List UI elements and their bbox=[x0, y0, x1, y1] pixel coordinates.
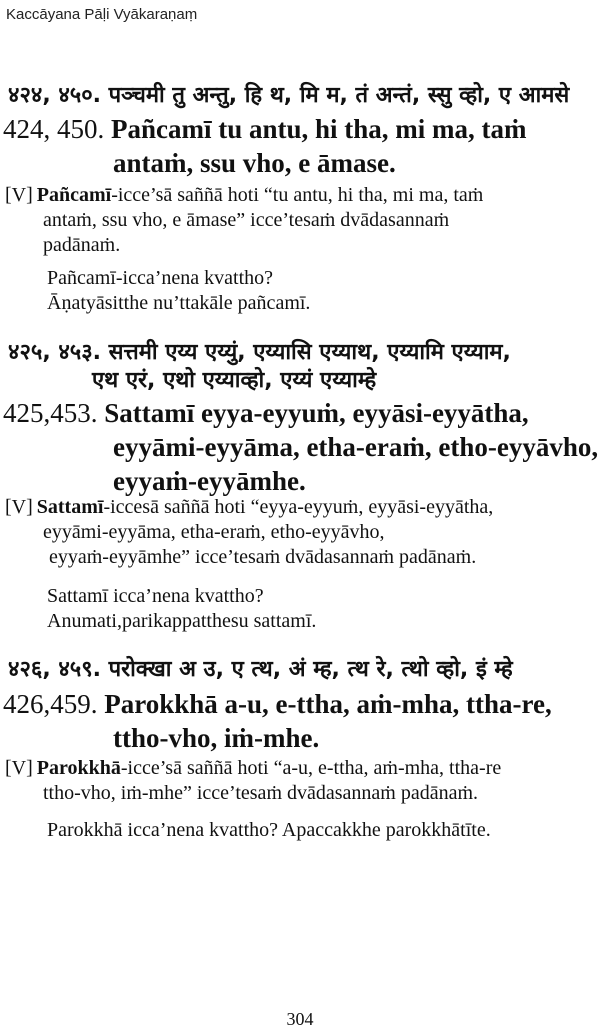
sutta-425-devanagari bbox=[0, 339, 600, 395]
page-number: 304 bbox=[286, 1009, 314, 1029]
commentary-line: -icce’sā saññā hoti “a-u, e-ttha, aṁ-mha, ttha-re bbox=[120, 757, 502, 779]
commentary-line: eyyaṁ-eyyāmhe” icce’tesaṁ dvādasannaṁ padānaṁ. bbox=[49, 546, 477, 568]
sutta-heading-line: Pañcamī tu antu, hi tha, mi ma, taṁ bbox=[111, 114, 527, 144]
sutta-426-commentary bbox=[0, 756, 600, 806]
vutti-tag: [V] bbox=[5, 184, 33, 206]
commentary-line: padānaṁ. bbox=[43, 234, 121, 256]
question-line: Sattamī icca’nena kvattho? bbox=[47, 585, 264, 607]
sutta-heading-line: eyyāmi-eyyāma, etha-eraṁ, etho-eyyāvho, bbox=[113, 432, 599, 462]
commentary-keyword: Parokkhā bbox=[36, 757, 121, 779]
sutta-heading-line: ttho-vho, iṁ-mhe. bbox=[113, 723, 320, 753]
devanagari-line: ४२६, ४५९. परोक्खा अ उ, ए त्थ, अं म्ह, त्थ रे, त्थो व्हो, इं म्हे bbox=[8, 657, 513, 682]
sutta-425-question bbox=[0, 584, 600, 634]
devanagari-line: एथ एरं, एथो एय्याव्हो, एय्यं एय्याम्हे bbox=[92, 368, 377, 393]
sutta-425-commentary bbox=[0, 495, 600, 570]
sutta-heading-line: Sattamī eyya-eyyuṁ, eyyāsi-eyyātha, bbox=[104, 398, 529, 428]
sutta-number: 426,459. bbox=[3, 689, 98, 719]
commentary-keyword: Sattamī bbox=[36, 496, 104, 518]
sutta-heading-line: Parokkhā a-u, e-ttha, aṁ-mha, ttha-re, bbox=[104, 689, 552, 719]
sutta-424-question bbox=[0, 266, 600, 316]
question-line: Pañcamī-icca’nena kvattho? bbox=[47, 267, 273, 289]
sutta-426-heading bbox=[0, 687, 600, 755]
commentary-line: -iccesā saññā hoti “eyya-eyyuṁ, eyyāsi-eyyātha, bbox=[103, 496, 494, 518]
sutta-424-devanagari bbox=[0, 82, 600, 110]
commentary-line: antaṁ, ssu vho, e āmase” icce’tesaṁ dvādasannaṁ bbox=[43, 209, 450, 231]
sutta-number: 424, 450. bbox=[3, 114, 105, 144]
sutta-424-commentary bbox=[0, 183, 600, 258]
sutta-number: 425,453. bbox=[3, 398, 98, 428]
devanagari-line: ४२४, ४५०. पञ्चमी तु अन्तु, हि थ, मि म, तं अन्तं, स्सु व्हो, ए आमसे bbox=[8, 83, 570, 108]
running-head: Kaccāyana Pāḷi Vyākaraṇaṃ bbox=[6, 6, 198, 23]
commentary-keyword: Pañcamī bbox=[36, 184, 112, 206]
devanagari-line: ४२५, ४५३. सत्तमी एय्य एय्युं, एय्यासि एय्याथ, एय्यामि एय्याम, bbox=[8, 340, 511, 365]
question-line: Parokkhā icca’nena kvattho? Apaccakkhe parokkhātīte. bbox=[47, 819, 491, 841]
sutta-424-heading bbox=[0, 112, 600, 180]
sutta-425-heading bbox=[0, 396, 600, 498]
vutti-tag: [V] bbox=[5, 496, 33, 518]
sutta-426-question bbox=[0, 818, 600, 843]
sutta-heading-line: eyyaṁ-eyyāmhe. bbox=[113, 466, 306, 496]
vutti-tag: [V] bbox=[5, 757, 33, 779]
answer-line: Anumati,parikappatthesu sattamī. bbox=[47, 610, 317, 632]
commentary-line: -icce’sā saññā hoti “tu antu, hi tha, mi ma, taṁ bbox=[111, 184, 484, 206]
sutta-heading-line: antaṁ, ssu vho, e āmase. bbox=[113, 148, 396, 178]
answer-line: Āṇatyāsitthe nu’ttakāle pañcamī. bbox=[47, 292, 311, 314]
sutta-426-devanagari bbox=[0, 656, 600, 684]
commentary-line: eyyāmi-eyyāma, etha-eraṁ, etho-eyyāvho, bbox=[43, 521, 385, 543]
commentary-line: ttho-vho, iṁ-mhe” icce’tesaṁ dvādasannaṁ padānaṁ. bbox=[43, 782, 479, 804]
